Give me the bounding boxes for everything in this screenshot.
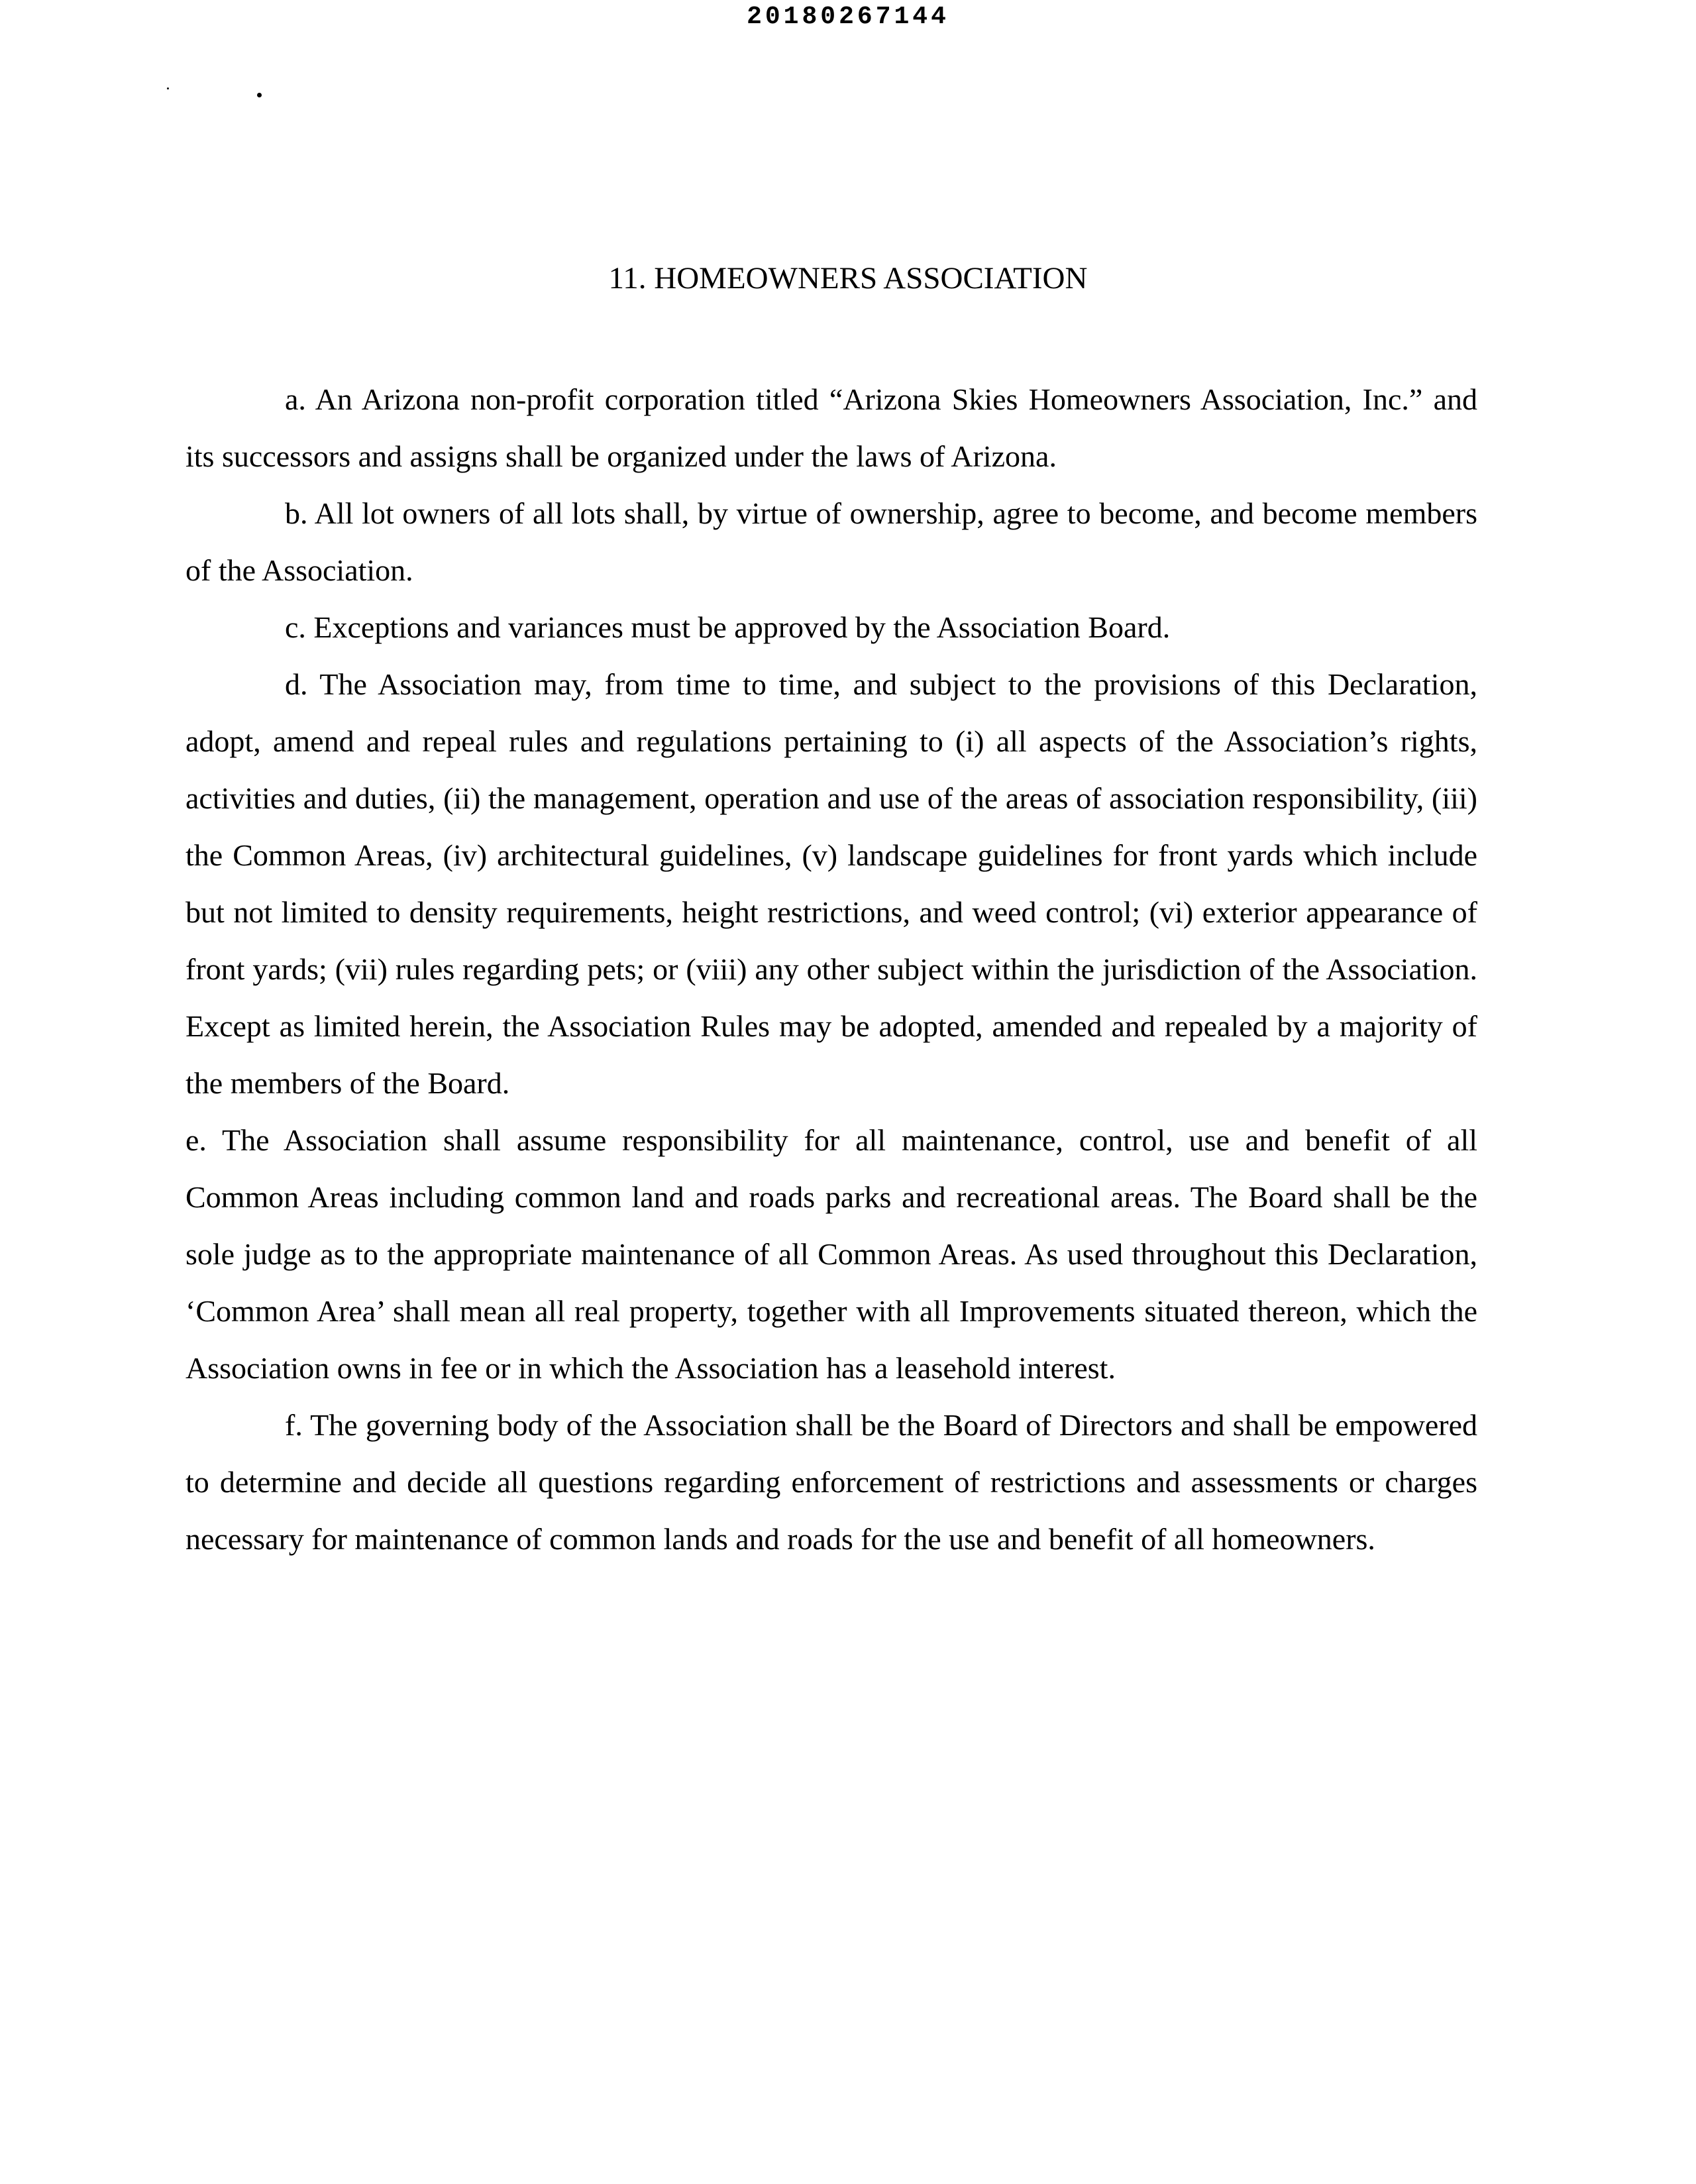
scan-speck (167, 87, 169, 89)
paragraph-a: a. An Arizona non-profit corporation titled “Arizona Skies Homeowners Association, Inc.” and its successors and assigns shall be organized under the laws of Arizona. (186, 382, 1477, 473)
paragraph-c: c. Exceptions and variances must be approved by the Association Board. (285, 610, 1171, 644)
paragraph-d: d. The Association may, from time to time, and subject to the provisions of this Declaration, adopt, amend and repeal rules and regulations pertaining to (i) all aspects of the Association’s rights, activities and duties, (ii) the management, operation and use of the areas of association responsibility, (iii) the Common Areas, (iv) architectural guidelines, (v) landscape guidelines for front yards which include but not limited to density requirements, height restrictions, and weed control; (vi) exterior appearance of front yards; (vii) rules regarding pets; or (viii) any other subject within the jurisdiction of the Association. Except as limited herein, the Association Rules may be adopted, amended and repealed by a majority of the members of the Board. (186, 667, 1477, 1100)
scan-speck (257, 93, 262, 97)
section-title: 11. HOMEOWNERS ASSOCIATION (608, 261, 1088, 296)
paragraph-f: f. The governing body of the Association shall be the Board of Directors and shall be empowered to determine and decide all questions regarding enforcement of restrictions and assessments or charges necessary for maintenance of common lands and roads for the use and benefit of all homeowners. (186, 1408, 1477, 1556)
section-body (186, 371, 1477, 1568)
paragraph-b: b. All lot owners of all lots shall, by virtue of ownership, agree to become, and become members of the Association. (186, 496, 1477, 587)
document-number: 20180267144 (747, 3, 949, 31)
paragraph-e: e. The Association shall assume responsibility for all maintenance, control, use and benefit of all Common Areas including common land and roads parks and recreational areas. The Board shall be the sole judge as to the appropriate maintenance of all Common Areas. As used throughout this Declaration, ‘Common Area’ shall mean all real property, together with all Improvements situated thereon, which the Association owns in fee or in which the Association has a leasehold interest. (186, 1123, 1477, 1385)
